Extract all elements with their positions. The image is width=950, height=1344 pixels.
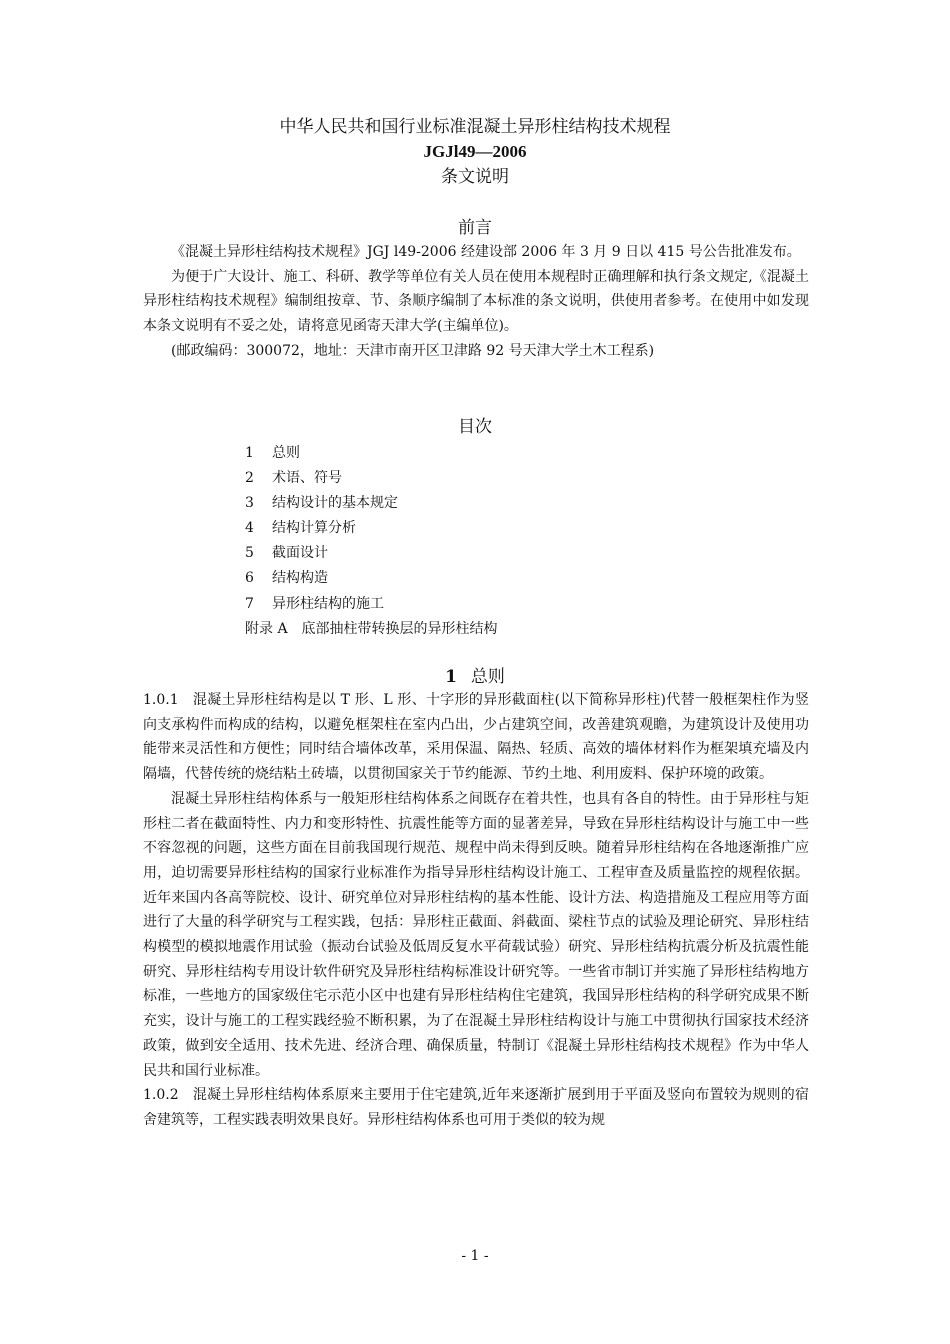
clause-text: 混凝土异形柱结构体系原来主要用于住宅建筑,近年来逐渐扩展到用于平面及竖向布置较为规则的宿舍建筑等，工程实践表明效果良好。异形柱结构体系也可用于类似的较为规 [143,1087,809,1128]
toc-item[interactable] [245,466,695,491]
toc-item-label: 结构设计的基本规定 [272,495,398,512]
toc-item-label: 截面设计 [272,545,328,562]
toc-heading: 目次 [458,417,492,437]
chapter-number: 1 [445,667,457,687]
toc-item[interactable] [245,441,695,466]
clause-number: 1.0.1 [143,692,179,708]
toc-item-number: 2 [245,470,254,487]
clause-number: 1.0.2 [143,1087,179,1104]
toc-item-label: 结构计算分析 [272,520,356,537]
standard-code: JGJl49—2006 [423,142,527,161]
toc-item[interactable] [245,566,695,591]
chapter-body [143,688,809,1133]
page-number: - 1 - [461,1248,489,1264]
preface-heading: 前言 [458,218,492,238]
toc-item-label: 结构构造 [272,570,328,587]
toc-item[interactable] [245,541,695,566]
document-title-block [0,114,950,190]
preface-body [143,240,809,364]
toc-item-number: 6 [245,570,254,587]
document-title: 中华人民共和国行业标准混凝土异形柱结构技术规程 [279,117,671,137]
toc-item[interactable] [245,592,695,617]
toc-item-number: 5 [245,545,254,562]
clause-paragraph [143,688,809,787]
table-of-contents [245,441,695,642]
preface-paragraph: 《混凝土异形柱结构技术规程》JGJ l49-2006 经建设部 2006 年 3 月 9 日以 415 号公告批准发布。 [171,244,801,260]
toc-item-label: 异形柱结构的施工 [272,595,384,612]
toc-item-label: 术语、符号 [272,470,342,487]
clause-paragraph [143,1083,809,1132]
toc-item-label: 总则 [272,445,300,461]
preface-paragraph: (邮政编码：300072，地址：天津市南开区卫津路 92 号天津大学土木工程系) [171,342,655,359]
document-subtitle: 条文说明 [441,167,509,187]
toc-item-number: 1 [245,445,254,461]
toc-item-number: 4 [245,520,254,537]
toc-item-number: 7 [245,595,254,612]
preface-paragraph: 为便于广大设计、施工、科研、教学等单位有关人员在使用本规程时正确理解和执行条文规定,《混凝土异形柱结构技术规程》编制组按章、节、条顺序编制了本标准的条文说明，供使用者参考。在使用中如发现本条文说明有不妥之处，请将意见函寄天津大学(主编单位)。 [143,268,809,335]
chapter-title: 总则 [470,667,505,687]
clause-paragraph: 混凝土异形柱结构体系与一般矩形柱结构体系之间既存在着共性，也具有各自的特性。由于异形柱与矩形柱二者在截面特性、内力和变形特性、抗震性能等方面的显著差异，导致在异形柱结构设计与施工中一些不容忽视的问题，这些方面在目前我国现行规范、规程中尚未得到反映。随着异形柱结构在各地逐渐推广应用，迫切需要异形柱结构的国家行业标准作为指导异形柱结构设计施工、工程审查及质量监控的规程依据。近年来国内各高等院校、设计、研究单位对异形柱结构的基本性能、设计方法、构造措施及工程应用等方面进行了大量的科学研究与工程实践，包括：异形柱正截面、斜截面、梁柱节点的试验及理论研究、异形柱结构模型的模拟地震作用试验（振动台试验及低周反复水平荷载试验）研究、异形柱结构抗震分析及抗震性能研究、异形柱结构专用设计软件研究及异形柱结构标准设计研究等。一些省市制订并实施了异形柱结构地方标准，一些地方的国家级住宅示范小区中也建有异形柱结构住宅建筑，我国异形柱结构的科学研究成果不断充实，设计与施工的工程实践经验不断积累，为了在混凝土异形柱结构设计与施工中贯彻执行国家技术经济政策，做到安全适用、技术先进、经济合理、确保质量，特制订《混凝土异形柱结构技术规程》作为中华人民共和国行业标准。 [143,790,809,1079]
toc-item[interactable] [245,516,695,541]
toc-item-number: 3 [245,495,254,512]
chapter-heading [0,662,950,687]
toc-appendix[interactable]: 附录 A 底部抽柱带转换层的异形柱结构 [245,620,498,637]
clause-text: 混凝土异形柱结构是以 T 形、L 形、十字形的异形截面柱(以下简称异形柱)代替一般框架柱作为竖向支承构件而构成的结构，以避免框架柱在室内凸出，少占建筑空间，改善建筑观瞻，为建筑设计及使用功能带来灵活性和方便性；同时结合墙体改革，采用保温、隔热、轻质、高效的墙体材料作为框架填充墙及内隔墙，代替传统的烧结粘土砖墙，以贯彻国家关于节约能源、节约土地、利用废料、保护环境的政策。 [143,692,809,783]
toc-item[interactable] [245,491,695,516]
